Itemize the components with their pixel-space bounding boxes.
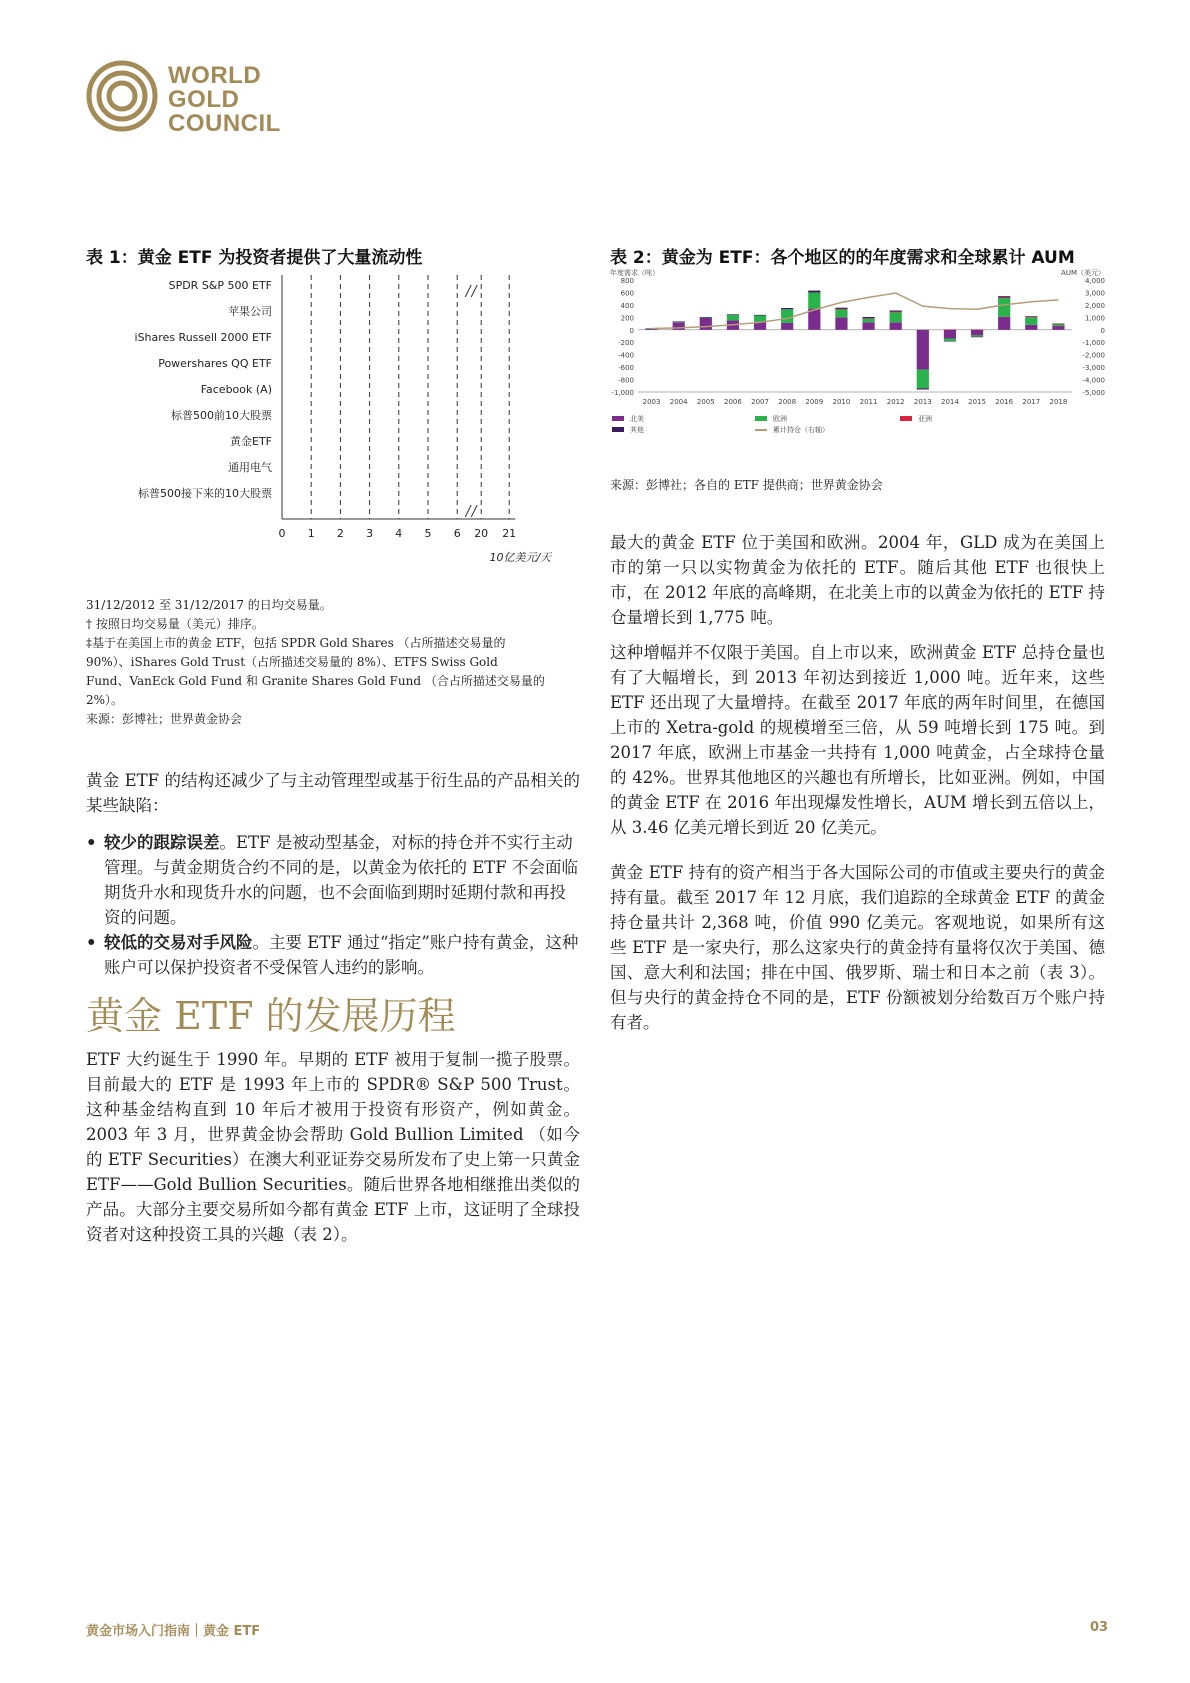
figure2-bar-欧洲 — [917, 370, 929, 389]
advantages-list — [86, 830, 580, 980]
figure2-x-tick: 2005 — [696, 398, 715, 406]
figure2-x-tick: 2016 — [995, 398, 1014, 406]
right-paragraph-2: 这种增幅并不仅限于美国。自上市以来，欧洲黄金 ETF 总持仓量也有了大幅增长，到 2013 年初达到接近 1,000 吨。近年来，这些 ETF 还出现了大量增持。在截至 2017 年底的两年时间里，在德国上市的 Xetra-gold 的规模增至三倍，从 59 吨增长到 175 吨。到 2017 年底，欧洲上市基金一共持有 1,000 吨黄金，占全球持仓量的 42%。世界其他地区的兴趣也有所增长，比如亚洲。例如，中国的黄金 ETF 在 2016 年出现爆发性增长，AUM 增长到五倍以上，从 3.46 亿美元增长到近 20 亿美元。 — [610, 643, 1105, 837]
figure2-y-tick: 200 — [620, 314, 634, 323]
figure2-bar-北美 — [971, 330, 983, 336]
figure1-chart — [86, 275, 586, 590]
figure1-notes — [86, 596, 586, 729]
logo-rings-icon — [86, 60, 158, 132]
figure2-y2-tick: -4,000 — [1082, 376, 1105, 385]
figure2-bar-亚洲 — [944, 329, 956, 330]
right-text — [610, 530, 1105, 1045]
figure2-y-tick: -1,000 — [611, 389, 634, 397]
figure2-bar-亚洲 — [862, 318, 874, 319]
figure1-title: 表 1：黄金 ETF 为投资者提供了大量流动性 — [86, 248, 423, 268]
figure2-bar-亚洲 — [835, 309, 847, 310]
figure1-x-tick: 3 — [366, 527, 374, 540]
bullet-counterparty-risk — [86, 930, 580, 980]
figure2-bar-其他 — [700, 317, 712, 318]
figure2-bar-其他 — [1052, 324, 1064, 325]
figure2-y-tick: -200 — [618, 339, 634, 348]
figure2-bar-其他 — [971, 337, 983, 338]
figure2-y2-tick: -3,000 — [1082, 364, 1105, 373]
figure1-category-label: Powershares QQ ETF — [158, 357, 272, 370]
figure2-source: 来源：彭博社；各自的 ETF 提供商；世界黄金协会 — [610, 478, 883, 492]
figure2-y-tick: 600 — [620, 289, 634, 298]
figure1-axis-break-mark — [465, 505, 471, 517]
figure2-y2-tick: -1,000 — [1082, 339, 1105, 348]
figure2-bar-其他 — [944, 341, 956, 342]
figure2-bar-亚洲 — [971, 329, 983, 330]
figure2-bar-欧洲 — [890, 312, 902, 322]
logo-line-2: GOLD — [168, 86, 240, 113]
figure2-y2-tick: 3,000 — [1084, 289, 1105, 298]
figure1-x-axis-label: 10亿美元/天 — [489, 551, 552, 564]
figure2-bar-欧洲 — [781, 309, 793, 323]
figure2-bar-其他 — [1025, 316, 1037, 317]
figure2-x-tick: 2007 — [751, 398, 769, 406]
figure1-x-tick: 21 — [502, 527, 517, 540]
figure1-note-6: 2%）。 — [86, 693, 124, 707]
figure2-bar-北美 — [835, 317, 847, 329]
figure2-bar-欧洲 — [862, 319, 874, 323]
bullet-counterparty-risk-body: 。主要 ETF 通过“指定”账户持有黄金，这种账户可以保护投资者不受保管人违约的影响。 — [104, 933, 579, 977]
figure1-category-label: iShares Russell 2000 ETF — [134, 331, 272, 344]
bullet-counterparty-risk-head: 较低的交易对手风险 — [104, 933, 253, 952]
figure2-bar-其他 — [754, 315, 766, 316]
figure2-bar-北美 — [1052, 326, 1064, 330]
figure2-aum-line — [652, 293, 1059, 328]
figure2-y2-tick: -2,000 — [1082, 351, 1105, 360]
figure2-x-tick: 2010 — [832, 398, 851, 406]
figure2-y2-tick: 0 — [1100, 326, 1105, 335]
figure2-legend-label: 亚洲 — [918, 415, 932, 423]
figure1-x-tick: 0 — [278, 527, 286, 540]
figure2-y2-tick: 1,000 — [1084, 314, 1105, 323]
figure2-y-tick: 400 — [620, 301, 634, 310]
figure2-bar-亚洲 — [998, 297, 1010, 298]
figure2-y2-tick: 2,000 — [1084, 301, 1105, 310]
figure2-bar-其他 — [781, 308, 793, 309]
figure2-bar-其他 — [862, 317, 874, 318]
figure2-bar-其他 — [890, 310, 902, 311]
figure2-bar-欧洲 — [998, 298, 1010, 317]
figure2-legend-label: 其他 — [630, 426, 644, 434]
figure2-legend-label: 累计持仓（右轴） — [773, 426, 829, 434]
figure1-source: 来源：彭博社；世界黄金协会 — [86, 712, 243, 726]
footer-title: 黄金市场入门指南｜黄金 ETF — [86, 1624, 261, 1639]
figure2-bar-其他 — [917, 388, 929, 389]
bullet-tracking-error-head: 较少的跟踪误差 — [104, 833, 220, 852]
figure2-bar-北美 — [862, 322, 874, 329]
figure1-category-label: 黄金ETF — [230, 435, 272, 448]
figure1-category-label: 苹果公司 — [228, 305, 272, 318]
logo-line-3: COUNCIL — [168, 110, 281, 137]
figure2-legend-swatch — [900, 416, 912, 421]
figure2-bar-其他 — [727, 314, 739, 315]
figure2-y-tick: -400 — [618, 351, 634, 360]
bullet-tracking-error — [86, 830, 580, 930]
figure1-axis-break-mark — [465, 285, 471, 297]
figure2-bar-欧洲 — [808, 292, 820, 308]
figure2-legend-label: 北美 — [630, 415, 644, 423]
figure2-bar-北美 — [781, 323, 793, 330]
figure2-bar-北美 — [1025, 325, 1037, 330]
figure2-x-tick: 2006 — [724, 398, 742, 406]
figure1-x-tick: 4 — [395, 527, 403, 540]
figure2-chart — [610, 268, 1105, 465]
world-gold-council-logo — [86, 60, 296, 140]
section-heading: 黄金 ETF 的发展历程 — [86, 994, 456, 1038]
figure2-bar-其他 — [835, 308, 847, 309]
right-paragraph-3: 黄金 ETF 持有的资产相当于各大国际公司的市值或主要央行的黄金持有量。截至 2017 年 12 月底，我们追踪的全球黄金 ETF 的黄金持仓量共计 2,368 吨，价值 990 亿美元。客观地说，如果所有这些 ETF 是一家央行，那么这家央行的黄金持有量将仅次于美国、德国、意大利和法国；排在中国、俄罗斯、瑞士和日本之前（表 3）。但与央行的黄金持仓不同的是，ETF 份额被划分给数百万个账户持有者。 — [610, 863, 1105, 1032]
figure2-bar-欧洲 — [727, 315, 739, 321]
figure2-bar-北美 — [944, 330, 956, 339]
figure1-note-4: 90%）、iShares Gold Trust（占所描述交易量的 8%）、ETFS Swiss Gold — [86, 655, 498, 669]
figure2-x-tick: 2014 — [941, 398, 959, 406]
figure2-bar-欧洲 — [754, 315, 766, 321]
figure2-x-tick: 2018 — [1049, 398, 1068, 406]
logo-text — [168, 64, 281, 136]
figure1-category-label: SPDR S&P 500 ETF — [168, 279, 272, 292]
figure1-x-tick: 2 — [336, 527, 344, 540]
figure2-y2-axis-label: AUM（美元） — [1061, 269, 1105, 277]
figure1-note-1: 31/12/2012 至 31/12/2017 的日均交易量。 — [86, 598, 332, 612]
figure1-note-2: † 按照日均交易量（美元）排序。 — [86, 617, 264, 631]
figure2-legend-swatch — [755, 416, 767, 421]
figure1-category-label: Facebook (A) — [200, 383, 272, 396]
figure1-axis-break-mark — [471, 505, 477, 517]
figure2-y2-tick: -5,000 — [1082, 389, 1105, 397]
figure2-bar-欧洲 — [1025, 317, 1037, 324]
right-paragraph-1: 最大的黄金 ETF 位于美国和欧洲。2004 年，GLD 成为在美国上市的第一只以实物黄金为依托的 ETF。随后其他 ETF 也很快上市，在 2012 年底的高峰期，在北美上市的以黄金为依托的 ETF 持仓量增长到 1,775 吨。 — [610, 533, 1105, 627]
figure2-bar-欧洲 — [835, 309, 847, 317]
figure2-y-tick: 0 — [629, 326, 634, 335]
figure2-x-tick: 2013 — [913, 398, 932, 406]
history-paragraph: ETF 大约诞生于 1990 年。早期的 ETF 被用于复制一揽子股票。目前最大的 ETF 是 1993 年上市的 SPDR® S&P 500 Trust。这种基金结构直到 10 年后才被用于投资有形资产，例如黄金。2003 年 3 月，世界黄金协会帮助 Gold Bullion Limited （如今的 ETF Securities）在澳大利亚证券交易所发布了史上第一只黄金 ETF——Gold Bullion Securities。随后世界各地相继推出类似的产品。大部分主要交易所如今都有黄金 ETF 上市，这证明了全球投资者对这种投资工具的兴趣（表 2）。 — [86, 1050, 580, 1244]
figure2-bar-欧洲 — [971, 335, 983, 336]
figure2-x-tick: 2003 — [642, 398, 661, 406]
figure2-bar-北美 — [917, 330, 929, 370]
figure2-x-tick: 2015 — [968, 398, 986, 406]
figure1-x-tick: 20 — [474, 527, 489, 540]
figure2-bar-亚洲 — [890, 312, 902, 313]
figure2-bar-欧洲 — [944, 338, 956, 340]
figure2-legend-swatch — [612, 416, 624, 421]
figure2-x-tick: 2017 — [1022, 398, 1041, 406]
figure2-y-tick: 800 — [620, 277, 634, 285]
bullet-tracking-error-body: 。ETF 是被动型基金，对标的持仓并不实行主动管理。与黄金期货合约不同的是，以黄金为依托的 ETF 不会面临期货升水和现货升水的问题，也不会面临到期时延期付款和再投资的问题。 — [104, 833, 578, 927]
figure2-y2-tick: 4,000 — [1084, 277, 1105, 285]
figure1-x-tick: 1 — [307, 527, 315, 540]
figure2-bar-其他 — [673, 321, 685, 322]
figure1-category-label: 标普500接下来的10大股票 — [138, 487, 272, 500]
figure1-x-tick: 5 — [424, 527, 432, 540]
figure2-legend-label: 欧洲 — [773, 415, 787, 423]
logo-line-1: WORLD — [168, 62, 262, 89]
figure2-x-tick: 2004 — [669, 398, 688, 406]
figure1-category-label: 通用电气 — [228, 461, 272, 474]
figure2-bar-亚洲 — [1025, 317, 1037, 318]
figure1-axis-break-mark — [471, 285, 477, 297]
figure2-bar-欧洲 — [1052, 324, 1064, 326]
figure2-x-tick: 2012 — [886, 398, 905, 406]
figure2-legend-swatch — [612, 427, 624, 432]
figure2-x-tick: 2008 — [778, 398, 797, 406]
figure1-x-tick: 6 — [453, 527, 461, 540]
figure2-y-tick: -800 — [618, 376, 634, 385]
figure2-x-tick: 2009 — [805, 398, 824, 406]
figure2-bar-北美 — [890, 322, 902, 329]
figure2-bar-北美 — [700, 318, 712, 330]
page-number: 03 — [1090, 1620, 1109, 1635]
figure1-category-label: 标普500前10大股票 — [171, 409, 272, 422]
figure2-y-axis-label: 年度需求（吨） — [610, 269, 659, 277]
figure2-bar-其他 — [808, 291, 820, 293]
figure2-title: 表 2：黄金为 ETF：各个地区的的年度需求和全球累计 AUM — [610, 248, 1075, 268]
figure1-note-3: ‡基于在美国上市的黄金 ETF，包括 SPDR Gold Shares （占所描述交易量的 — [86, 636, 506, 650]
figure2-bar-北美 — [998, 317, 1010, 330]
left-intro: 黄金 ETF 的结构还减少了与主动管理型或基于衍生品的产品相关的某些缺陷： — [86, 771, 580, 815]
figure1-note-5: Fund、VanEck Gold Fund 和 Granite Shares Gold Fund （合占所描述交易量的 — [86, 674, 545, 688]
figure2-x-tick: 2011 — [859, 398, 878, 406]
figure2-bar-其他 — [998, 296, 1010, 297]
figure2-y-tick: -600 — [618, 364, 634, 373]
